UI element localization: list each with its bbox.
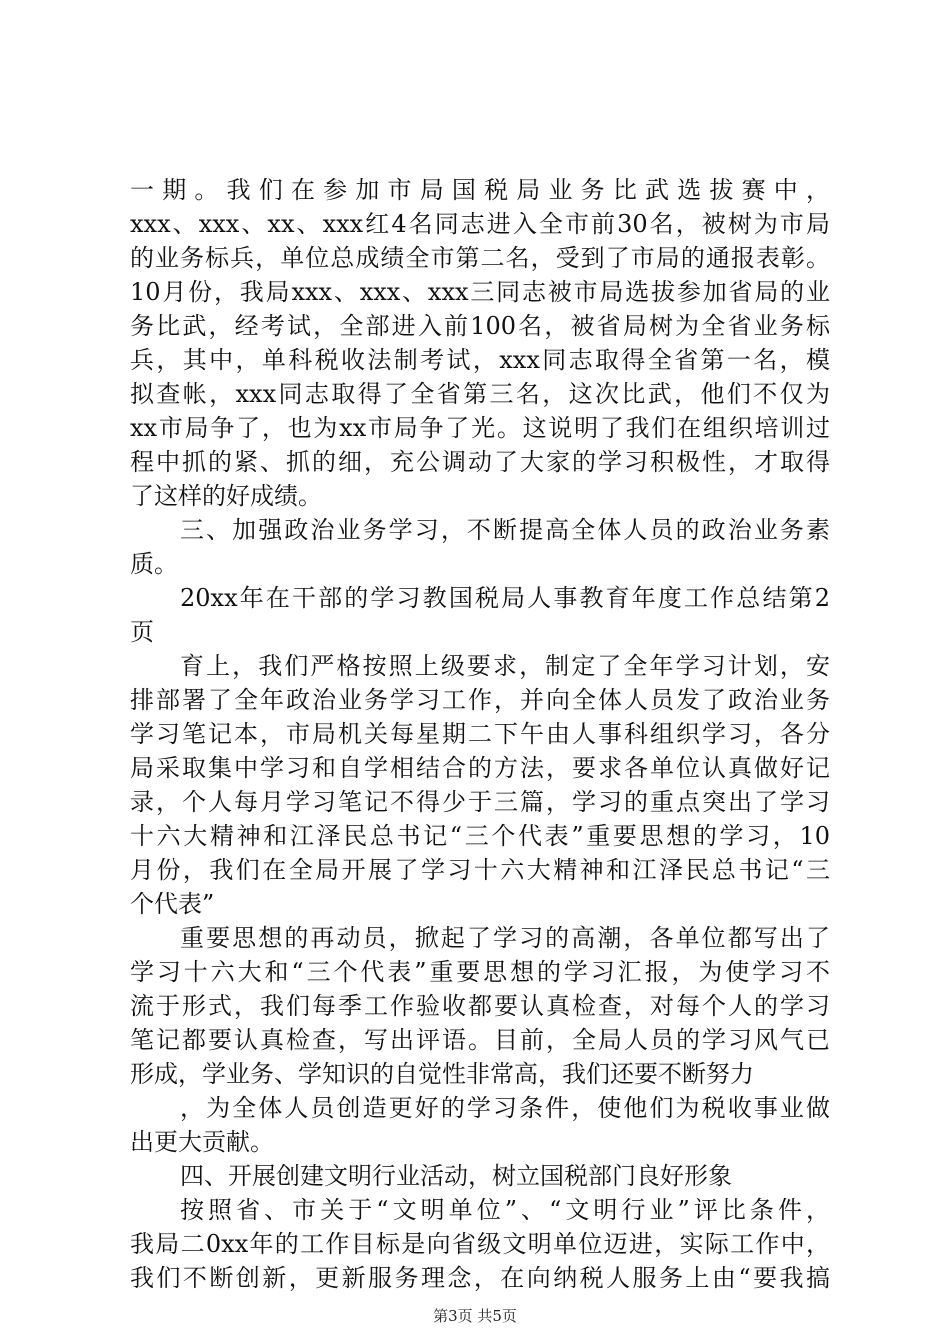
text-line: 拟查帐，xxx同志取得了全省第三名，这次比武，他们不仅为 — [130, 380, 830, 408]
text-line: 了这样的好成绩。 — [130, 482, 322, 510]
text-line: ，为全体人员创造更好的学习条件，使他们为税收事业做 — [180, 1094, 830, 1122]
text-line: 重要思想的再动员，掀起了学习的高潮，各单位都写出了 — [180, 924, 830, 952]
text-line: 学习笔记本，市局机关每星期二下午由人事科组织学习，各分 — [130, 720, 830, 748]
text-line: 的业务标兵，单位总成绩全市第二名，受到了市局的通报表彰。 — [130, 244, 830, 272]
text-line: 务比武，经考试，全部进入前100名，被省局树为全省业务标 — [130, 312, 830, 340]
text-line: 个代表” — [130, 890, 215, 918]
text-line: 录，个人每月学习笔记不得少于三篇，学习的重点突出了学习 — [130, 788, 830, 816]
text-line: 程中抓的紧、抓的细，充公调动了大家的学习积极性，才取得 — [130, 448, 830, 476]
text-line: 兵，其中，单科税收法制考试，xxx同志取得全省第一名，模 — [130, 346, 830, 374]
text-line: 局采取集中学习和自学相结合的方法，要求各单位认真做好记 — [130, 754, 830, 782]
text-line: 排部署了全年政治业务学习工作，并向全体人员发了政治业务 — [130, 686, 830, 714]
text-line: 20xx年在干部的学习教国税局人事教育年度工作总结第2 — [180, 584, 830, 612]
text-line: 我局二0xx年的工作目标是向省级文明单位迈进，实际工作中， — [130, 1230, 830, 1258]
text-line: 学习十六大和“三个代表”重要思想的学习汇报，为使学习不 — [130, 958, 830, 986]
section-heading: 四、开展创建文明行业活动，树立国税部门良好形象 — [180, 1162, 732, 1190]
text-line: 十六大精神和江泽民总书记“三个代表”重要思想的学习，10 — [130, 822, 830, 850]
page-footer: 第3页 共5页 — [433, 1307, 517, 1325]
text-line: 流于形式，我们每季工作验收都要认真检查，对每个人的学习 — [130, 992, 830, 1020]
text-line: 质。 — [130, 550, 178, 578]
text-line: xxx、xxx、xx、xxx红4名同志进入全市前30名，被树为市局 — [130, 210, 830, 238]
text-line: 按照省、市关于“文明单位”、“文明行业”评比条件， — [180, 1196, 830, 1224]
text-line: 月份，我们在全局开展了学习十六大精神和江泽民总书记“三 — [130, 856, 830, 884]
text-line: 育上，我们严格按照上级要求，制定了全年学习计划，安 — [180, 652, 830, 680]
text-line: 页 — [130, 618, 154, 646]
text-line: 出更大贡献。 — [130, 1128, 274, 1156]
text-line: 10月份，我局xxx、xxx、xxx三同志被市局选拔参加省局的业 — [130, 278, 830, 306]
text-line: 形成，学业务、学知识的自觉性非常高，我们还要不断努力 — [130, 1060, 754, 1088]
text-line: xx市局争了，也为xx市局争了光。这说明了我们在组织培训过 — [130, 414, 830, 442]
text-line: 笔记都要认真检查，写出评语。目前，全局人员的学习风气已 — [130, 1026, 830, 1054]
text-line: 一期。我们在参加市局国税局业务比武选拔赛中， — [130, 176, 830, 204]
section-heading: 三、加强政治业务学习，不断提高全体人员的政治业务素 — [180, 516, 830, 544]
text-line: 我们不断创新，更新服务理念，在向纳税人服务上由“要我搞 — [130, 1264, 830, 1292]
